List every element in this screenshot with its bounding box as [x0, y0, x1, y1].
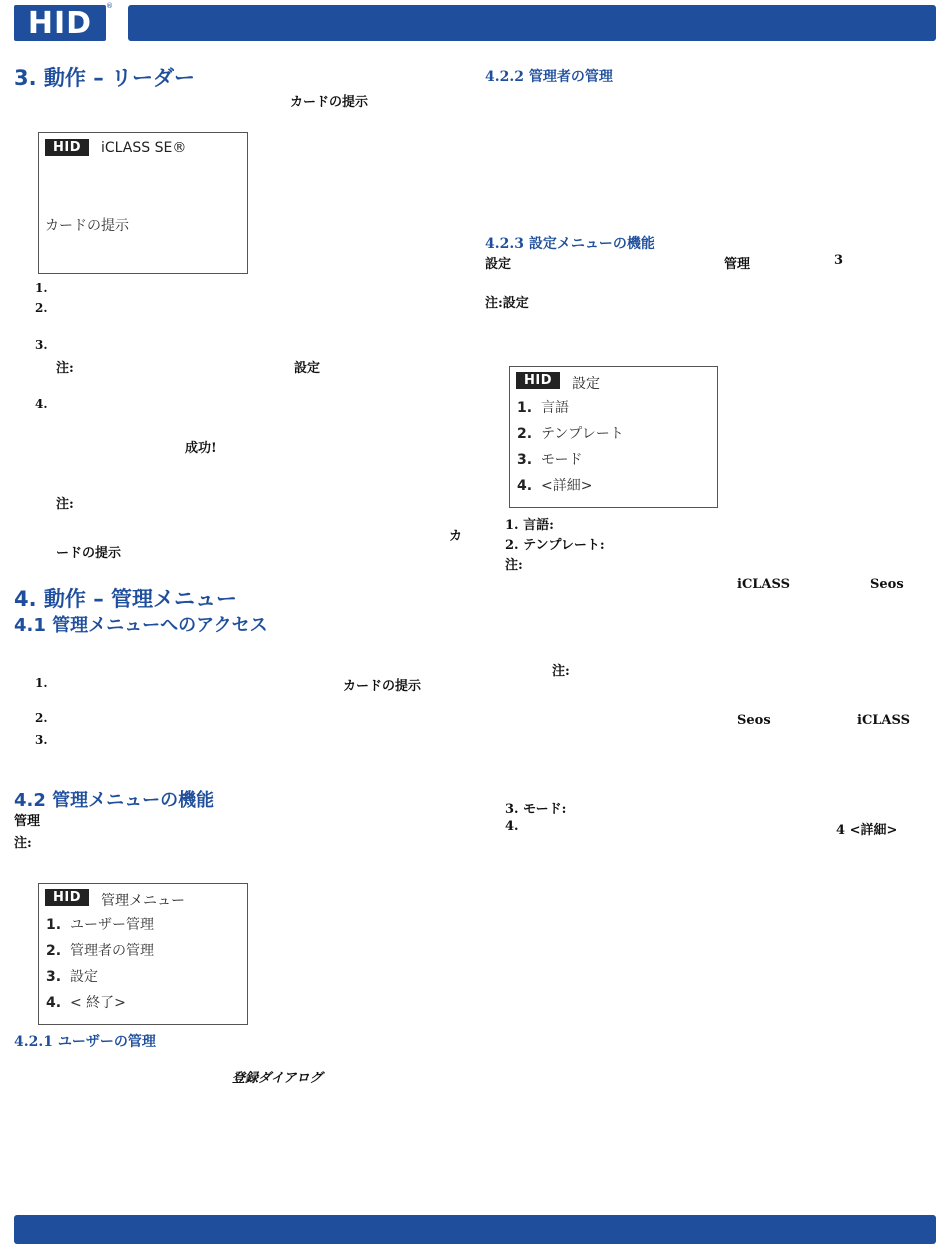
- admin-menu-item-3[interactable]: [46, 966, 98, 986]
- iclass-text-2: iCLASS: [857, 713, 911, 728]
- admin-menu-title: 管理メニュー: [101, 893, 185, 909]
- step-1: 1.: [35, 281, 48, 295]
- hid-badge: HID: [516, 372, 560, 389]
- item-number: 1.: [517, 400, 533, 416]
- hid-logo-text: HID: [27, 5, 93, 41]
- section-4-2-title: 4.2 管理メニューの機能: [14, 790, 215, 811]
- success-text: 成功!: [185, 441, 217, 456]
- hid-badge: HID: [45, 139, 89, 156]
- item-label: 言語: [541, 400, 569, 416]
- settings-menu-item-2[interactable]: [517, 423, 624, 443]
- registered-mark: ®: [106, 2, 113, 10]
- step-4: 4.: [35, 397, 48, 411]
- admin-menu-item-2[interactable]: [46, 940, 154, 960]
- section-4-1-title: 4.1 管理メニューへのアクセス: [14, 615, 268, 636]
- section-3-title: 3. 動作 – リーダー: [14, 66, 196, 90]
- item-label: テンプレート: [541, 426, 624, 442]
- s41-step-1: 1.: [35, 676, 48, 690]
- item-template: 2. テンプレート:: [505, 538, 605, 553]
- reader-message: カードの提示: [45, 218, 129, 234]
- item-label: <詳細>: [541, 478, 593, 494]
- item-number: 3.: [46, 969, 62, 985]
- item-number: 2.: [517, 426, 533, 442]
- admin-label: 管理: [14, 814, 41, 829]
- footer-bar: [14, 1215, 936, 1244]
- item-4: 4.: [505, 819, 519, 834]
- item-label: 設定: [70, 969, 98, 985]
- settings-menu-item-3[interactable]: [517, 449, 582, 469]
- item-number: 1.: [46, 917, 62, 933]
- hid-badge: HID: [45, 889, 89, 906]
- seos-text-1: Seos: [870, 577, 904, 592]
- hid-logo: [14, 5, 106, 41]
- step-2: 2.: [35, 301, 48, 315]
- iclass-text-1: iCLASS: [737, 577, 791, 592]
- enroll-dialog-label: 登録ダイアログ: [232, 1071, 323, 1086]
- note-label-2: 注:: [56, 497, 74, 512]
- header-bar: [128, 5, 936, 41]
- item-label: ユーザー管理: [70, 917, 154, 933]
- section-4-title: 4. 動作 – 管理メニュー: [14, 587, 238, 611]
- item-4-detail: 4 <詳細>: [836, 823, 898, 838]
- settings-menu-item-4[interactable]: [517, 475, 592, 495]
- s41-step-3: 3.: [35, 733, 48, 747]
- admin-label-r: 管理: [724, 257, 751, 272]
- item-language: 1. 言語:: [505, 518, 554, 533]
- seos-text-2: Seos: [737, 713, 771, 728]
- note-settings: 注:設定: [485, 296, 529, 311]
- item-label: モード: [541, 452, 583, 468]
- present-card-head: カ: [449, 529, 463, 544]
- section-4-2-1-title: 4.2.1 ユーザーの管理: [14, 1034, 156, 1050]
- settings-label-r: 設定: [485, 257, 512, 272]
- item-mode: 3. モード:: [505, 802, 567, 817]
- section-4-2-3-title: 4.2.3 設定メニューの機能: [485, 236, 655, 252]
- settings-menu-title: 設定: [572, 376, 600, 392]
- note-label-4-2: 注:: [14, 836, 32, 851]
- s41-present-card: カードの提示: [343, 679, 422, 694]
- settings-menu-item-1[interactable]: [517, 397, 569, 417]
- item-number: 3.: [517, 452, 533, 468]
- s41-step-2: 2.: [35, 711, 48, 725]
- present-card-label: カードの提示: [290, 95, 369, 110]
- section-4-2-2-title: 4.2.2 管理者の管理: [485, 69, 613, 85]
- settings-menu-screen: [509, 366, 718, 508]
- item-number: 2.: [46, 943, 62, 959]
- item-number: 4.: [517, 478, 533, 494]
- item-label: < 終了>: [70, 995, 126, 1011]
- note-1-r: 注:: [505, 558, 523, 573]
- present-card-tail: ードの提示: [56, 546, 122, 561]
- admin-menu-screen: [38, 883, 248, 1025]
- admin-menu-item-4[interactable]: [46, 992, 126, 1012]
- settings-label: 設定: [294, 361, 321, 376]
- admin-menu-item-1[interactable]: [46, 914, 154, 934]
- item-label: 管理者の管理: [70, 943, 154, 959]
- note-2-r: 注:: [552, 664, 570, 679]
- number-three: 3: [834, 253, 844, 268]
- reader-screen: [38, 132, 248, 274]
- note-label-1: 注:: [56, 361, 74, 376]
- reader-product-name: iCLASS SE®: [101, 140, 187, 156]
- step-3: 3.: [35, 338, 48, 352]
- item-number: 4.: [46, 995, 62, 1011]
